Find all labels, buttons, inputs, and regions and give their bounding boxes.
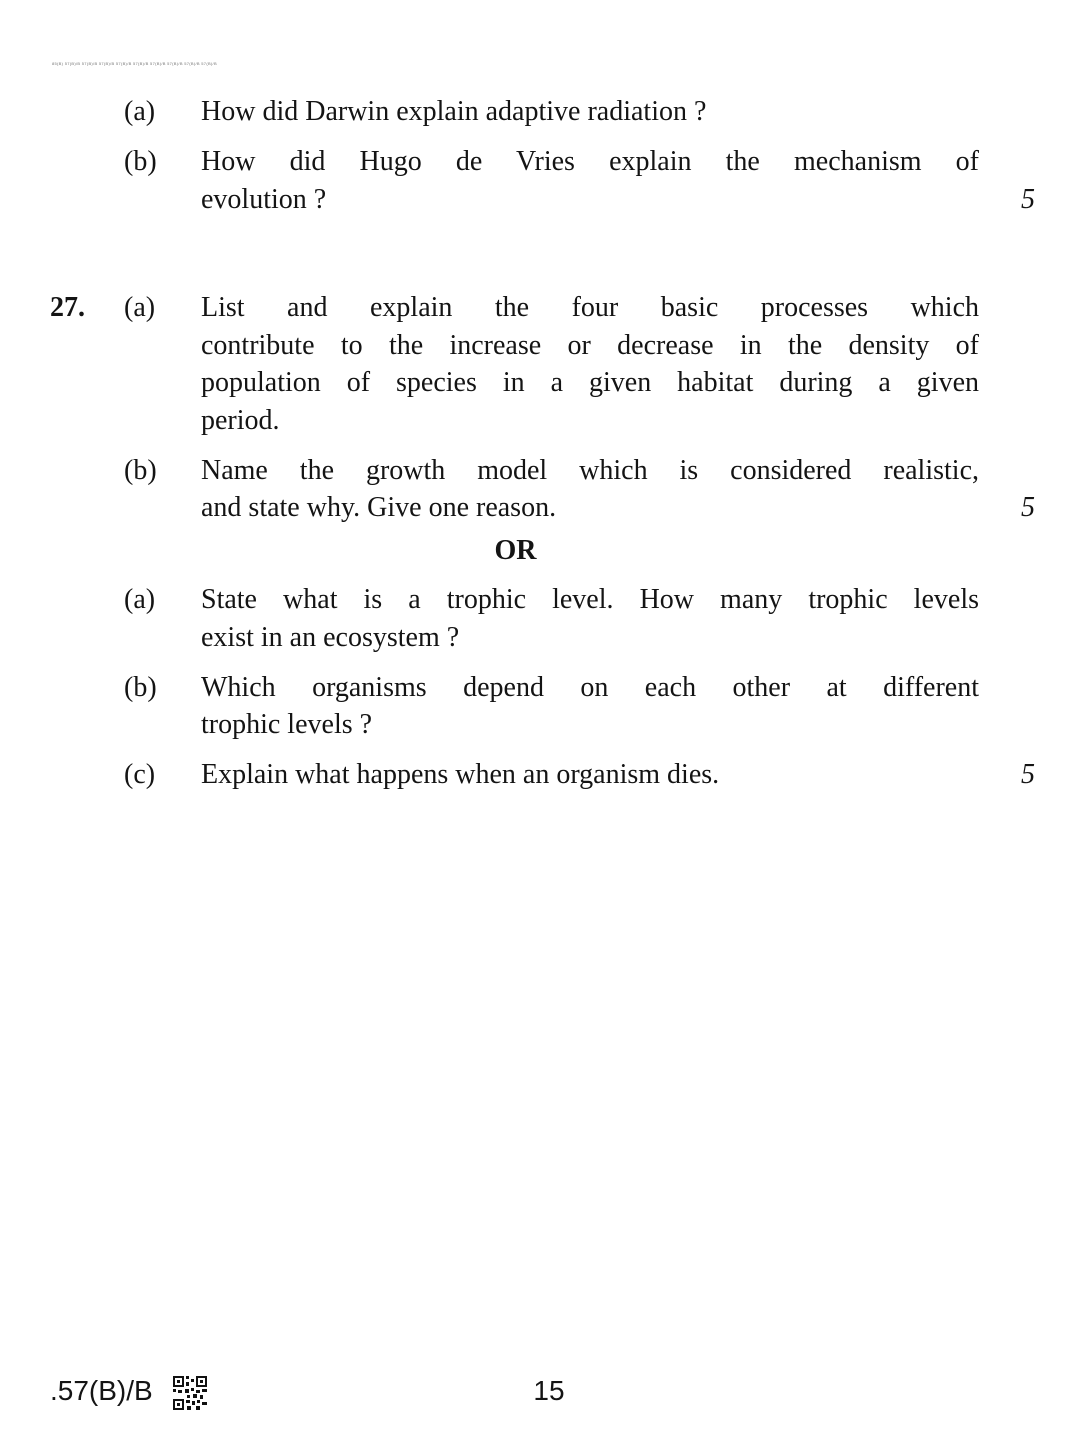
prev-question-a-text: How did Darwin explain adaptive radiation ? xyxy=(201,96,707,127)
q27-alt-a-label: (a) xyxy=(124,584,156,615)
question-number: 27. xyxy=(50,292,85,323)
q27-alt-b-label: (b) xyxy=(124,672,157,703)
q27-a-label: (a) xyxy=(124,292,156,323)
q27-a-line-3: population of species in a given habitat during a given xyxy=(201,367,979,398)
q27-alt-b-line-1: Which organisms depend on each other at different xyxy=(201,672,979,703)
watermark-text: 85(B) 57(B)/B 57(B)/B 57(B)/B 57(B)/B 57(B)/B 57(B)/B 57(B)/B 57(B)/B 57(B)/B xyxy=(52,61,217,66)
q27-alt-a-line-2: exist in an ecosystem ? xyxy=(201,622,460,653)
prev-question-b-line-1: How did Hugo de Vries explain the mechanism of xyxy=(201,146,979,177)
q27-alt-b-line-2: trophic levels ? xyxy=(201,709,373,740)
q27-a-line-1: List and explain the four basic processes which xyxy=(201,292,979,323)
q27-alt-marks: 5 xyxy=(1021,759,1035,790)
prev-question-b-line-2: evolution ? xyxy=(201,184,327,215)
paper-code: .57(B)/B xyxy=(50,1375,153,1406)
q27-a-line-4: period. xyxy=(201,405,280,436)
q27-alt-c-text: Explain what happens when an organism dies. xyxy=(201,759,720,790)
prev-question-b-label: (b) xyxy=(124,146,157,177)
q27-alt-c-label: (c) xyxy=(124,759,156,790)
q27-b-line-2: and state why. Give one reason. xyxy=(201,492,557,523)
page-number: 15 xyxy=(533,1375,565,1406)
q27-marks: 5 xyxy=(1021,492,1035,523)
q27-a-line-2: contribute to the increase or decrease in the density of xyxy=(201,330,979,361)
q27-alt-a-line-1: State what is a trophic level. How many trophic levels xyxy=(201,584,979,615)
q27-b-label: (b) xyxy=(124,455,157,486)
or-divider: OR xyxy=(494,535,537,566)
q27-b-line-1: Name the growth model which is considered realistic, xyxy=(201,455,979,486)
prev-question-a-label: (a) xyxy=(124,96,156,127)
prev-question-marks: 5 xyxy=(1021,184,1035,215)
